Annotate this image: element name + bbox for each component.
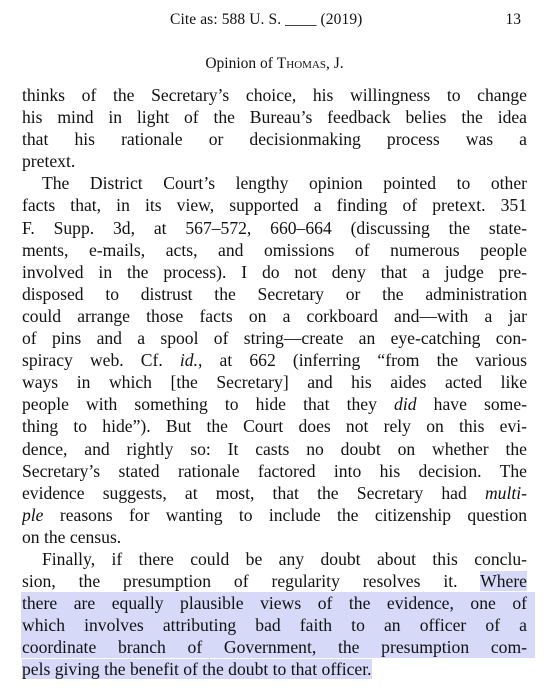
italic-emphasis: did	[394, 394, 417, 415]
text-line: disposed to distrust the Secretary or the administration	[22, 283, 527, 304]
text-line: on the census.	[22, 526, 122, 547]
text-line	[22, 570, 527, 592]
opinion-justice: Thomas	[276, 55, 326, 72]
text-line	[22, 349, 527, 371]
text-run: evidence suggests, at most, that the Secretary had	[22, 482, 485, 503]
page-number: 13	[505, 11, 521, 28]
text-line: facts that, in its view, supported a finding of pretext. 351	[22, 195, 527, 216]
opinion-body	[22, 84, 527, 681]
text-line: thing to hide”). But the Court does not rely on this evi-	[22, 416, 527, 437]
text-run: reasons for wanting to include the citizenship question	[43, 504, 527, 525]
text-run: people with something to hide that they	[22, 394, 395, 415]
text-line: ments, e-mails, acts, and omissions of numerous people	[22, 239, 527, 260]
text-line	[22, 482, 527, 504]
running-header	[0, 11, 549, 33]
text-line: Finally, if there could be any doubt about this conclu-	[42, 548, 527, 569]
opinion-heading	[0, 55, 549, 73]
text-line: thinks of the Secretary’s choice, his willingness to change	[22, 85, 527, 105]
text-line: pretext.	[22, 151, 76, 172]
italic-emphasis: ple	[22, 504, 44, 525]
opinion-suffix: , J.	[326, 55, 344, 72]
text-line: Secretary’s stated rationale factored into his decision. The	[22, 460, 527, 481]
text-run: sion, the presumption of regularity resolves it.	[22, 571, 481, 592]
text-line	[22, 393, 527, 415]
citation-header: Cite as: 588 U. S. ____ (2019)	[170, 11, 363, 28]
text-run: spiracy web. Cf.	[22, 350, 180, 371]
highlighted-text[interactable]: Where	[480, 571, 527, 592]
text-run: have some-	[416, 394, 527, 415]
text-line: ways in which [the Secretary] and his aides acted like	[22, 372, 527, 393]
text-line: F. Supp. 3d, at 567–572, 660–664 (discussing the state-	[22, 217, 527, 238]
text-line: dence, and rightly so: It casts no doubt on whether the	[22, 438, 527, 459]
highlighted-text-line[interactable]: which involves attributing bad faith to an officer of a	[21, 614, 535, 636]
text-line: his mind in light of the Bureau’s feedback belies the idea	[22, 107, 527, 128]
highlighted-text-line[interactable]: there are equally plausible views of the evidence, one of	[21, 592, 535, 614]
italic-citation: id.	[179, 350, 198, 371]
text-line: of pins and a spool of string—create an eye-catching con-	[22, 328, 527, 349]
text-line: that his rationale or decisionmaking process was a	[22, 129, 527, 150]
highlighted-text-line[interactable]: coordinate branch of Government, the presumption com-	[21, 636, 535, 658]
text-line: The District Court’s lengthy opinion pointed to other	[42, 173, 527, 194]
italic-emphasis: multi-	[484, 482, 527, 503]
text-line	[22, 504, 527, 526]
opinion-prefix: Opinion of	[205, 55, 277, 72]
text-line: involved in the process). I do not deny that a judge pre-	[22, 261, 527, 282]
highlighted-text-line[interactable]	[22, 658, 527, 680]
text-line: could arrange those facts on a corkboard and—with a jar	[22, 305, 527, 326]
highlighted-text[interactable]: pels giving the benefit of the doubt to that officer.	[22, 659, 372, 680]
text-run: , at 662 (inferring “from the various	[198, 350, 527, 371]
